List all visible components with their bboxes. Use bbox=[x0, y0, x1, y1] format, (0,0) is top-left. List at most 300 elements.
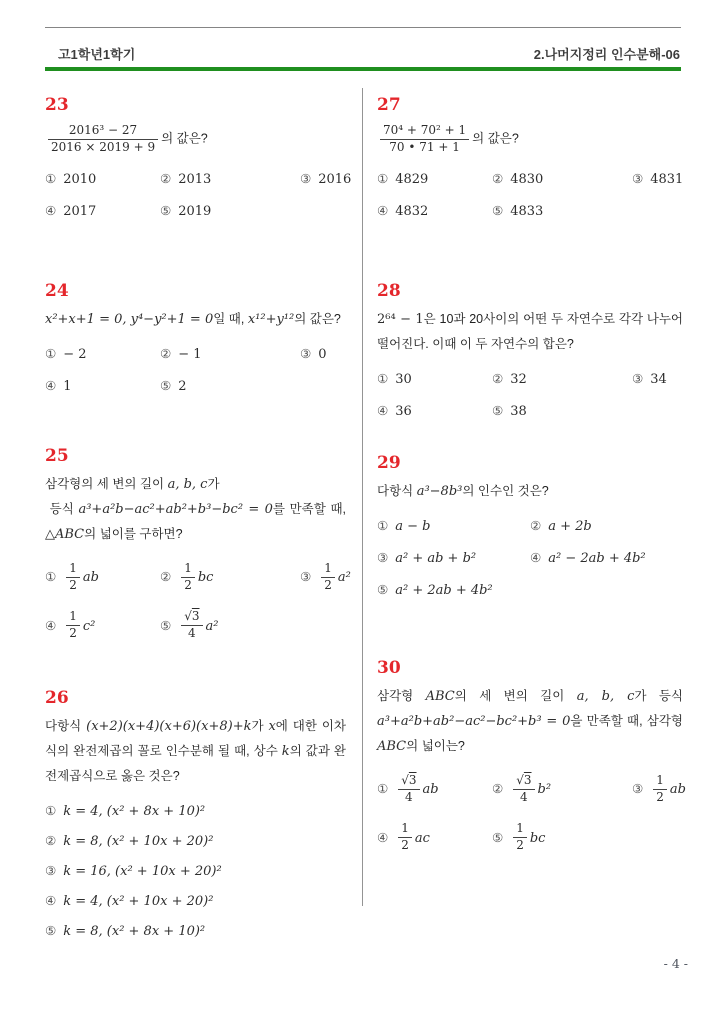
option-item bbox=[632, 169, 683, 189]
text-segment: k = 16, (x² + 10x + 20)² bbox=[63, 864, 222, 879]
option-item bbox=[45, 344, 160, 364]
option-value bbox=[63, 377, 71, 394]
text-segment: 2 bbox=[69, 625, 77, 640]
option-marker: ① bbox=[377, 171, 389, 187]
option-item bbox=[300, 169, 351, 189]
option-marker: ③ bbox=[632, 371, 644, 386]
option-item bbox=[45, 891, 346, 911]
math-fraction bbox=[181, 561, 195, 593]
fraction-denominator bbox=[398, 789, 419, 806]
option-value bbox=[395, 202, 428, 219]
text-segment: 4832 bbox=[395, 204, 429, 220]
option-value bbox=[510, 370, 527, 387]
radical-sign: √ bbox=[516, 773, 524, 787]
option-item bbox=[377, 580, 530, 600]
sqrt-argument: 3 bbox=[408, 773, 417, 787]
option-value bbox=[395, 821, 430, 852]
problem-number: 28 bbox=[377, 281, 401, 301]
footer-page-number: - 4 - bbox=[663, 956, 688, 971]
math-fraction bbox=[380, 123, 469, 155]
text-segment: 의 넓이를 구하면? bbox=[84, 527, 183, 541]
option-item bbox=[45, 376, 160, 396]
text-segment: (x+2)(x+4)(x+6)(x+8)+k bbox=[86, 719, 252, 734]
text-segment: 2010 bbox=[63, 172, 97, 188]
option-marker: ③ bbox=[300, 171, 312, 187]
fraction-numerator bbox=[181, 609, 202, 625]
option-marker: ③ bbox=[377, 550, 389, 565]
option-marker: ⑤ bbox=[160, 617, 172, 633]
text-segment: 의 값은? bbox=[161, 131, 208, 146]
text-segment: ac bbox=[414, 830, 430, 846]
options-grid bbox=[45, 559, 351, 643]
problem-body bbox=[377, 307, 683, 357]
option-value bbox=[395, 517, 430, 534]
text-segment: 2019 bbox=[178, 204, 212, 220]
option-item bbox=[632, 771, 686, 807]
header-left-title: 고1학년1학기 bbox=[58, 47, 136, 62]
options-grid bbox=[45, 344, 346, 396]
text-segment: 1 bbox=[69, 561, 77, 575]
option-item bbox=[377, 369, 492, 389]
math-fraction bbox=[48, 123, 158, 155]
option-value bbox=[395, 170, 428, 187]
text-segment: 2 bbox=[656, 789, 664, 804]
text-segment: b² bbox=[537, 782, 552, 798]
option-marker: ⑤ bbox=[492, 829, 504, 845]
option-item bbox=[160, 607, 300, 643]
fraction-denominator bbox=[181, 577, 195, 594]
option-value bbox=[178, 609, 219, 640]
text-segment: a + 2b bbox=[548, 519, 592, 534]
option-item bbox=[492, 369, 632, 389]
option-marker: ① bbox=[377, 781, 389, 797]
option-value bbox=[395, 773, 439, 804]
option-value bbox=[318, 345, 326, 362]
problem-paragraph bbox=[377, 307, 683, 357]
text-segment: a³+a²b+ab²−ac²−bc²+b³ = 0 bbox=[377, 714, 571, 729]
option-marker: ③ bbox=[300, 346, 312, 361]
text-segment: 의 값은? bbox=[472, 131, 519, 146]
option-item bbox=[377, 201, 492, 221]
fraction-numerator bbox=[398, 821, 412, 837]
problem-block bbox=[377, 281, 683, 421]
text-segment: 다항식 bbox=[377, 484, 417, 498]
text-segment: a³+a²b−ac²+ab²+b³−bc² = 0 bbox=[78, 502, 273, 517]
text-segment: 2016 × 2019 + 9 bbox=[51, 139, 156, 154]
option-marker: ① bbox=[45, 346, 57, 361]
problem-number: 23 bbox=[45, 95, 69, 115]
math-fraction bbox=[398, 821, 412, 853]
fraction-denominator bbox=[398, 837, 412, 854]
problem-number: 27 bbox=[377, 95, 401, 115]
option-item bbox=[377, 771, 492, 807]
text-segment: 2 bbox=[401, 837, 409, 852]
option-value bbox=[510, 773, 552, 804]
text-segment: 0 bbox=[318, 347, 327, 362]
option-marker: ② bbox=[530, 518, 542, 533]
option-item bbox=[492, 819, 632, 855]
option-marker: ③ bbox=[45, 863, 57, 878]
option-value bbox=[395, 402, 412, 419]
option-marker: ④ bbox=[377, 829, 389, 845]
text-segment: 70⁴ + 70² + 1 bbox=[383, 123, 467, 137]
text-segment: 30 bbox=[395, 372, 412, 387]
fraction-numerator bbox=[66, 561, 80, 577]
problem-block bbox=[377, 95, 683, 221]
fraction-denominator bbox=[321, 577, 335, 594]
options-grid bbox=[377, 516, 683, 600]
fraction-numerator bbox=[398, 773, 419, 789]
fraction-numerator bbox=[513, 773, 534, 789]
problem-paragraph bbox=[377, 684, 683, 759]
problem-block bbox=[377, 453, 683, 600]
fraction-denominator bbox=[380, 139, 469, 156]
option-value bbox=[63, 862, 221, 879]
option-item bbox=[300, 344, 346, 364]
text-segment: k = 8, (x² + 10x + 20)² bbox=[63, 834, 214, 849]
text-segment: 2017 bbox=[63, 204, 97, 220]
option-item bbox=[160, 376, 300, 396]
option-marker: ① bbox=[45, 171, 57, 187]
options-grid bbox=[377, 169, 683, 221]
fraction-denominator bbox=[653, 789, 667, 806]
text-segment: k bbox=[281, 744, 290, 759]
option-marker: ④ bbox=[530, 550, 542, 565]
sqrt-radical bbox=[401, 773, 416, 787]
option-item bbox=[45, 559, 160, 595]
option-marker: ② bbox=[492, 371, 504, 386]
problem-paragraph bbox=[377, 479, 683, 504]
option-value bbox=[548, 517, 592, 534]
option-marker: ② bbox=[45, 833, 57, 848]
sqrt-radical bbox=[516, 773, 531, 787]
option-item bbox=[45, 169, 160, 189]
problem-number: 25 bbox=[45, 446, 69, 466]
problem-body bbox=[45, 307, 346, 332]
math-fraction bbox=[66, 609, 80, 641]
option-value bbox=[395, 549, 476, 566]
option-marker: ① bbox=[377, 518, 389, 533]
text-segment: 32 bbox=[510, 372, 527, 387]
option-item bbox=[160, 559, 300, 595]
sqrt-argument: 3 bbox=[523, 773, 532, 787]
text-segment: x¹²+y¹² bbox=[247, 312, 295, 327]
problem-paragraph bbox=[377, 121, 683, 157]
option-marker: ② bbox=[492, 171, 504, 187]
problem-paragraph bbox=[45, 307, 346, 332]
text-segment: 가 등식 bbox=[634, 689, 683, 703]
option-item bbox=[160, 201, 300, 221]
option-value bbox=[178, 377, 186, 394]
fraction-numerator bbox=[513, 821, 527, 837]
option-item bbox=[45, 921, 346, 941]
math-fraction bbox=[66, 561, 80, 593]
sqrt-radical bbox=[184, 609, 199, 623]
text-segment: a − b bbox=[395, 519, 431, 534]
option-marker: ④ bbox=[45, 617, 57, 633]
option-item bbox=[492, 771, 632, 807]
radical-sign: √ bbox=[184, 609, 192, 624]
option-value bbox=[63, 609, 96, 640]
option-value bbox=[178, 561, 214, 592]
option-item bbox=[530, 516, 683, 536]
option-item bbox=[377, 169, 492, 189]
option-value bbox=[63, 561, 99, 592]
text-segment: 2016 bbox=[318, 172, 352, 188]
text-segment: ABC bbox=[377, 739, 407, 754]
text-segment: 2016³ − 27 bbox=[68, 123, 138, 137]
problem-number: 30 bbox=[377, 658, 401, 678]
option-marker: ② bbox=[492, 781, 504, 797]
option-item bbox=[632, 369, 683, 389]
option-item bbox=[492, 401, 632, 421]
option-marker: ③ bbox=[632, 781, 644, 797]
text-segment: 4829 bbox=[395, 172, 429, 188]
math-fraction bbox=[321, 561, 335, 593]
text-segment: 가 bbox=[207, 477, 220, 491]
text-segment: 다항식 bbox=[45, 719, 87, 733]
text-segment: − 1 bbox=[178, 347, 202, 362]
problem-number: 29 bbox=[377, 453, 401, 473]
option-value bbox=[510, 170, 543, 187]
problem-body bbox=[45, 714, 346, 789]
text-segment: 일 때, bbox=[213, 312, 248, 326]
text-segment: 4 bbox=[405, 789, 413, 804]
option-value bbox=[63, 202, 96, 219]
option-value bbox=[548, 549, 645, 566]
option-value bbox=[650, 773, 686, 804]
text-segment: a² bbox=[337, 570, 351, 586]
fraction-numerator bbox=[66, 609, 80, 625]
fraction-denominator bbox=[48, 139, 158, 156]
fraction-denominator bbox=[513, 789, 534, 806]
text-segment: 2 bbox=[178, 379, 187, 394]
option-item bbox=[377, 548, 530, 568]
option-marker: ⑤ bbox=[45, 923, 57, 938]
fraction-denominator bbox=[513, 837, 527, 854]
option-marker: ② bbox=[160, 569, 172, 585]
option-value bbox=[318, 170, 351, 187]
text-segment: 36 bbox=[395, 404, 412, 419]
text-segment: a³−8b³ bbox=[416, 484, 463, 499]
problem-paragraph bbox=[45, 121, 346, 157]
text-segment: 의 값은? bbox=[294, 312, 341, 326]
option-item bbox=[45, 201, 160, 221]
text-segment: 1 bbox=[401, 821, 409, 836]
options-grid bbox=[377, 771, 686, 855]
problem-block bbox=[45, 281, 346, 396]
text-segment: 가 bbox=[251, 719, 269, 733]
text-segment: x²+x+1 = 0, bbox=[45, 312, 131, 327]
option-value bbox=[510, 821, 546, 852]
text-segment: 은 10과 20사이의 어떤 두 자연수로 각각 나누어 떨어진다. 이때 이 두 자연수의 합은? bbox=[377, 312, 683, 351]
option-item bbox=[530, 548, 683, 568]
text-segment: 4830 bbox=[510, 172, 544, 188]
text-segment: − 2 bbox=[63, 347, 87, 362]
text-segment: 4 bbox=[520, 789, 528, 804]
option-value bbox=[395, 370, 412, 387]
option-marker: ④ bbox=[45, 203, 57, 219]
text-segment: 4 bbox=[188, 625, 196, 640]
text-segment: 4833 bbox=[510, 204, 544, 220]
text-segment: 1 bbox=[63, 379, 72, 394]
option-item bbox=[45, 861, 346, 881]
option-value bbox=[63, 832, 213, 849]
problem-paragraph bbox=[45, 714, 346, 789]
option-value bbox=[178, 345, 201, 362]
option-item bbox=[45, 831, 346, 851]
text-segment: a, b, c bbox=[167, 477, 208, 492]
option-marker: ④ bbox=[45, 893, 57, 908]
text-segment: 의 세 변의 길이 bbox=[454, 689, 577, 703]
problem-block bbox=[45, 95, 352, 221]
option-value bbox=[63, 802, 205, 819]
problem-body bbox=[45, 472, 346, 547]
option-marker: ⑤ bbox=[492, 403, 504, 418]
text-segment: k = 4, (x² + 10x + 20)² bbox=[63, 894, 214, 909]
option-item bbox=[160, 344, 300, 364]
text-segment: 2⁶⁴ − 1 bbox=[377, 312, 424, 327]
text-segment: ab bbox=[422, 782, 439, 798]
math-fraction bbox=[513, 773, 534, 805]
text-segment: 34 bbox=[650, 372, 667, 387]
options-grid bbox=[45, 169, 352, 221]
text-segment: 삼각형 bbox=[377, 689, 426, 703]
problem-block bbox=[45, 688, 346, 941]
text-segment: 2 bbox=[516, 837, 524, 852]
header-right-title: 2.나머지정리 인수분해-06 bbox=[533, 47, 680, 62]
problem-body bbox=[45, 121, 346, 157]
header-top-rule bbox=[45, 27, 681, 28]
text-segment: 2 bbox=[324, 577, 332, 592]
text-segment: bc bbox=[529, 830, 546, 846]
fraction-denominator bbox=[66, 625, 80, 642]
option-marker: ① bbox=[45, 803, 57, 818]
text-segment: a² − 2ab + 4b² bbox=[548, 551, 646, 566]
option-item bbox=[45, 607, 160, 643]
option-item bbox=[377, 516, 530, 536]
text-segment: 삼각형의 세 변의 길이 bbox=[45, 477, 168, 491]
option-item bbox=[377, 819, 492, 855]
text-segment: k = 8, (x² + 8x + 10)² bbox=[63, 924, 206, 939]
option-value bbox=[178, 170, 211, 187]
option-item bbox=[45, 801, 346, 821]
option-marker: ⑤ bbox=[160, 203, 172, 219]
option-value bbox=[63, 922, 205, 939]
option-marker: ④ bbox=[377, 403, 389, 418]
text-segment: x bbox=[268, 719, 276, 734]
text-segment: 2 bbox=[69, 577, 77, 592]
fraction-denominator bbox=[66, 577, 80, 594]
text-segment: a² + ab + b² bbox=[395, 551, 477, 566]
text-segment: bc bbox=[197, 570, 214, 586]
option-value bbox=[63, 170, 96, 187]
option-marker: ② bbox=[160, 346, 172, 361]
text-segment: y⁴−y²+1 = 0 bbox=[130, 312, 214, 327]
math-fraction bbox=[398, 773, 419, 805]
math-fraction bbox=[653, 773, 667, 805]
option-value bbox=[510, 202, 543, 219]
option-marker: ③ bbox=[632, 171, 644, 187]
option-marker: ④ bbox=[45, 378, 57, 393]
text-segment: ab bbox=[669, 782, 686, 798]
option-marker: ⑤ bbox=[377, 582, 389, 597]
option-value bbox=[178, 202, 211, 219]
option-marker: ③ bbox=[300, 569, 312, 585]
option-value bbox=[650, 170, 683, 187]
text-segment: a² + 2ab + 4b² bbox=[395, 583, 493, 598]
problem-paragraph bbox=[45, 497, 346, 547]
text-segment: 38 bbox=[510, 404, 527, 419]
option-value bbox=[650, 370, 667, 387]
fraction-denominator bbox=[181, 625, 202, 642]
header-green-rule bbox=[45, 67, 681, 71]
option-item bbox=[492, 201, 632, 221]
fraction-numerator bbox=[321, 561, 335, 577]
text-segment: 의 인수인 것은? bbox=[462, 484, 549, 498]
text-segment: c² bbox=[82, 618, 96, 634]
option-item bbox=[377, 401, 492, 421]
option-marker: ① bbox=[45, 569, 57, 585]
problem-number: 26 bbox=[45, 688, 69, 708]
column-divider-rule bbox=[362, 88, 363, 906]
text-segment: 1 bbox=[324, 561, 332, 575]
fraction-numerator bbox=[653, 773, 667, 789]
text-segment: 을 만족할 때, 삼각형 bbox=[570, 714, 683, 728]
text-segment: 1 bbox=[516, 821, 524, 836]
text-segment: 를 만족할 때, bbox=[272, 502, 346, 516]
option-marker: ① bbox=[377, 371, 389, 386]
option-value bbox=[395, 581, 492, 598]
options-grid bbox=[45, 801, 346, 941]
text-segment: 4831 bbox=[650, 172, 684, 188]
option-value bbox=[318, 561, 351, 592]
text-segment: 등식 bbox=[45, 502, 79, 516]
text-segment: 1 bbox=[69, 609, 77, 624]
text-segment: 1 bbox=[656, 773, 664, 787]
problem-block bbox=[377, 658, 686, 855]
text-segment: 에 대한 이차식의 완전제곱의 꼴로 인수분해 될 때, 상수 bbox=[45, 719, 346, 758]
text-segment: △ABC bbox=[45, 527, 85, 542]
text-segment: a, b, c bbox=[576, 689, 635, 704]
text-segment: 의 넓이는? bbox=[406, 739, 465, 753]
option-value bbox=[510, 402, 527, 419]
problem-number: 24 bbox=[45, 281, 69, 301]
fraction-numerator bbox=[48, 123, 158, 139]
radical-sign: √ bbox=[401, 773, 409, 787]
option-value bbox=[63, 345, 86, 362]
math-fraction bbox=[181, 609, 202, 641]
fraction-numerator bbox=[181, 561, 195, 577]
option-item bbox=[492, 169, 632, 189]
text-segment: 2 bbox=[184, 577, 192, 592]
option-marker: ⑤ bbox=[492, 203, 504, 219]
option-value bbox=[63, 892, 213, 909]
text-segment: 1 bbox=[184, 561, 192, 575]
problem-body bbox=[377, 479, 683, 504]
options-grid bbox=[377, 369, 683, 421]
option-marker: ⑤ bbox=[160, 378, 172, 393]
text-segment: k = 4, (x² + 8x + 10)² bbox=[63, 804, 206, 819]
problem-body bbox=[377, 684, 683, 759]
option-item bbox=[300, 559, 351, 595]
problem-paragraph bbox=[45, 472, 346, 497]
option-marker: ④ bbox=[377, 203, 389, 219]
text-segment: 2013 bbox=[178, 172, 212, 188]
math-fraction bbox=[513, 821, 527, 853]
text-segment: ab bbox=[82, 570, 99, 586]
sqrt-argument: 3 bbox=[191, 609, 200, 624]
